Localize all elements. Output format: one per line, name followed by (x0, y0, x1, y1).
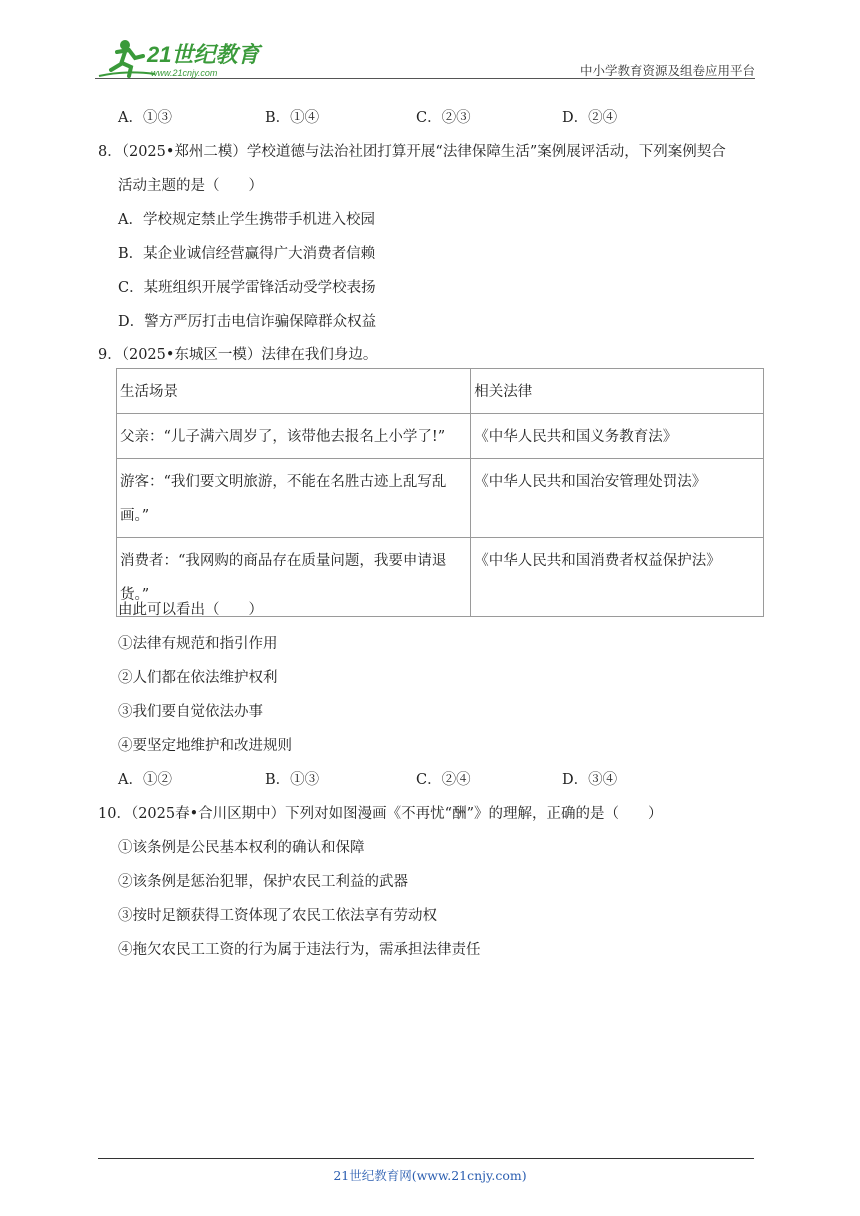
q10-statement-1: ①该条例是公民基本权利的确认和保障 (118, 840, 365, 856)
q9-stem: 9．（2025•东城区一模）法律在我们身边。 (98, 347, 378, 363)
q10-stem: 10．（2025春•合川区期中）下列对如图漫画《不再忧“酬”》的理解，正确的是（ ） (98, 806, 663, 822)
table-cell-law: 《中华人民共和国消费者权益保护法》 (471, 538, 764, 617)
table-header-scene: 生活场景 (117, 369, 471, 414)
footer-divider (98, 1158, 754, 1159)
table-cell-law: 《中华人民共和国治安管理处罚法》 (471, 459, 764, 538)
table-header-law: 相关法律 (471, 369, 764, 414)
platform-title: 中小学教育资源及组卷应用平台 (579, 63, 755, 78)
header-divider (95, 78, 755, 79)
table-header-row (117, 369, 764, 414)
table-cell-scene: 游客：“我们要文明旅游，不能在名胜古迹上乱写乱画。” (117, 459, 471, 538)
table-cell-scene: 父亲：“儿子满六周岁了，该带他去报名上小学了!” (117, 414, 471, 459)
q9-option-b: B．①③ (265, 772, 320, 788)
q9-statement-1: ①法律有规范和指引作用 (118, 636, 278, 652)
q7-option-c: C．②③ (416, 110, 471, 126)
q8-option-d: D．警方严厉打击电信诈骗保障群众权益 (118, 314, 377, 330)
table-row (117, 459, 764, 538)
q7-option-d: D．②④ (562, 110, 618, 126)
q8-stem-line2: 活动主题的是（ ） (118, 178, 263, 194)
law-table (116, 368, 764, 617)
footer-link[interactable]: 21世纪教育网(www.21cnjy.com) (333, 1168, 527, 1183)
runner-logo-icon (95, 36, 265, 80)
table-cell-law: 《中华人民共和国义务教育法》 (471, 414, 764, 459)
q9-option-a: A．①② (118, 772, 172, 788)
table-cell-scene: 消费者：“我网购的商品存在质量问题，我要申请退货。” (117, 538, 471, 617)
site-logo (95, 36, 265, 80)
logo-subtext: www.21cnjy.com (151, 68, 218, 78)
q8-option-b: B．某企业诚信经营赢得广大消费者信赖 (118, 246, 376, 262)
q9-statement-3: ③我们要自觉依法办事 (118, 704, 263, 720)
q9-question: 由此可以看出（ ） (118, 602, 263, 618)
q9-statement-2: ②人们都在依法维护权利 (118, 670, 278, 686)
q8-stem-line1: 8．（2025•郑州二模）学校道德与法治社团打算开展“法律保障生活”案例展评活动，下列案例契合 (98, 144, 726, 160)
q10-statement-2: ②该条例是惩治犯罪，保护农民工利益的武器 (118, 874, 408, 890)
q9-option-d: D．③④ (562, 772, 618, 788)
q9-option-c: C．②④ (416, 772, 471, 788)
q9-statement-4: ④要坚定地维护和改进规则 (118, 738, 292, 754)
q7-option-a: A．①③ (118, 110, 172, 126)
q10-statement-4: ④拖欠农民工工资的行为属于违法行为，需承担法律责任 (118, 942, 481, 958)
q10-statement-3: ③按时足额获得工资体现了农民工依法享有劳动权 (118, 908, 437, 924)
logo-text: 21世纪教育 (147, 42, 260, 67)
table-row (117, 414, 764, 459)
q8-option-c: C．某班组织开展学雷锋活动受学校表扬 (118, 280, 376, 296)
q8-option-a: A．学校规定禁止学生携带手机进入校园 (118, 212, 375, 228)
q7-option-b: B．①④ (265, 110, 320, 126)
